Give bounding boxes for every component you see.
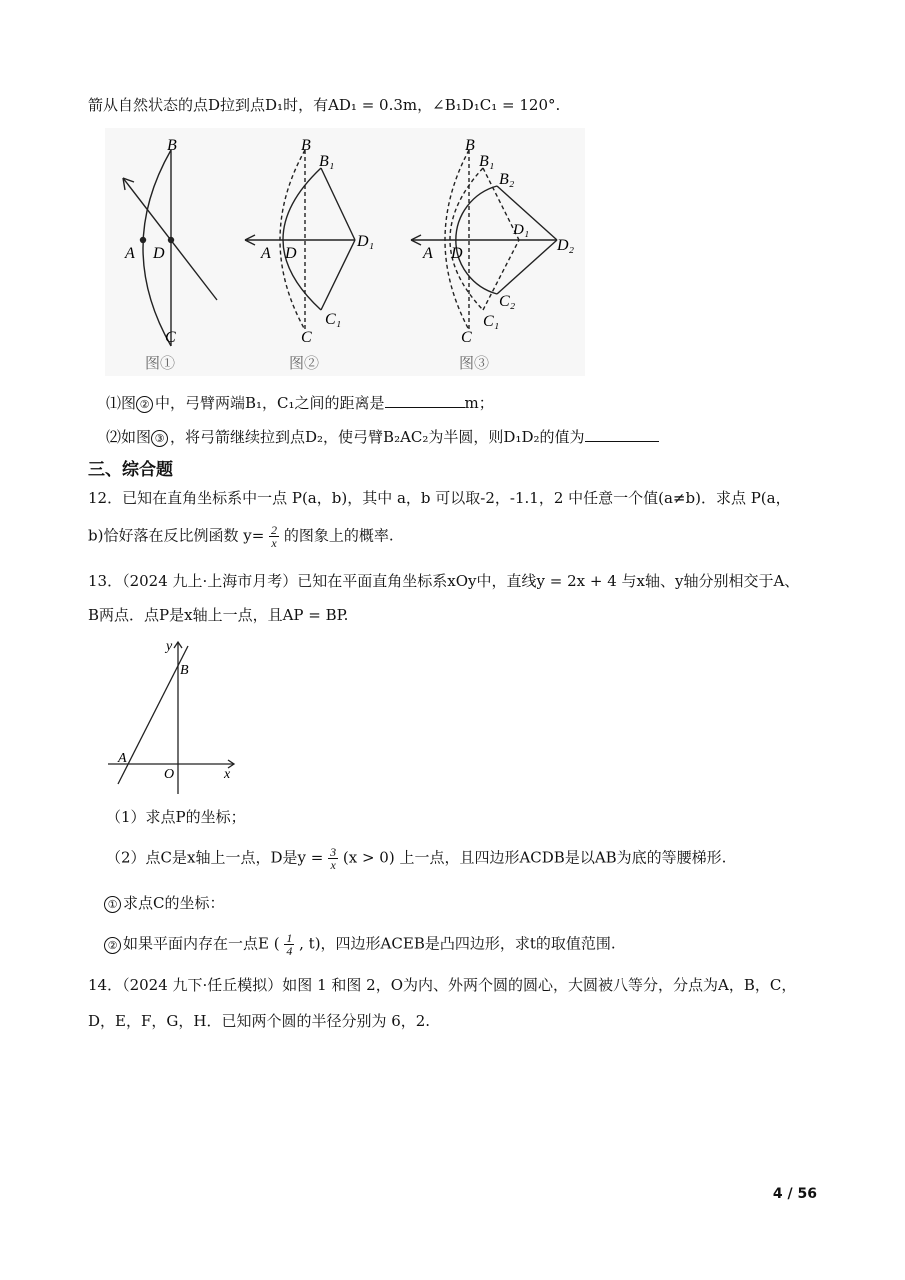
q13-part1: （1）求点P的坐标； — [106, 808, 246, 826]
bow-figures — [105, 128, 585, 376]
fig3-label-D1: D₁ — [513, 222, 530, 238]
q12-line1: 12．已知在直角坐标系中一点 P(a，b)，其中 a，b 可以取-2，-1.1，2 中任意一个值(a≠b)．求点 P(a， — [88, 489, 791, 507]
graph-label-O: O — [164, 767, 175, 782]
q14-line2: D，E，F，G，H．已知两个圆的半径分别为 6，2. — [88, 1012, 431, 1030]
q11-part1-text: 中，弓臂两端B₁，C₁之间的距离是 — [155, 394, 385, 412]
graph-label-B: B — [180, 663, 189, 678]
circled-number: ② — [136, 396, 153, 413]
fig1-label-A: A — [125, 245, 135, 262]
fig3-label-A: A — [423, 245, 433, 262]
answer-blank[interactable] — [385, 393, 465, 408]
fig2-label-B1: B₁ — [319, 153, 335, 170]
fig1-label-C: C — [165, 329, 176, 346]
circled-number: ③ — [151, 430, 168, 447]
q11-part1-unit: m； — [464, 394, 494, 412]
q13-line1: 13．（2024 九上·上海市月考）已知在平面直角坐标系xOy中，直线y = 2x + 4 与x轴、y轴分别相交于A、 — [88, 572, 800, 590]
fig3-label-B1: B₁ — [479, 153, 495, 170]
fig3-label-D: D — [451, 245, 463, 262]
graph-label-y: y — [166, 639, 173, 654]
fig3-label-B: B — [465, 137, 475, 154]
q13-sub2-prefix: 如果平面内存在一点E ( — [123, 934, 280, 953]
fraction — [284, 932, 294, 957]
q13-graph — [104, 634, 244, 796]
q13-line2: B两点．点P是x轴上一点，且AP = BP. — [88, 606, 349, 624]
q13-sub1 — [104, 892, 224, 913]
q11-part2-prefix: ⑵如图 — [106, 428, 152, 446]
fraction — [328, 846, 338, 871]
fig2-label-A: A — [261, 245, 271, 262]
section-title: 三、综合题 — [88, 460, 173, 480]
fig3-caption: 图③ — [459, 356, 490, 372]
fraction — [269, 524, 279, 549]
q13-part2-prefix: （2）点C是x轴上一点，D是y = — [106, 848, 324, 867]
fig2-label-C: C — [301, 329, 312, 346]
fig2-caption: 图② — [289, 356, 320, 372]
q13-part2 — [106, 846, 726, 871]
fig1-label-B: B — [167, 137, 177, 154]
fraction-numerator: 2 — [271, 523, 278, 537]
circled-number: ① — [104, 896, 121, 913]
fraction-numerator: 1 — [286, 931, 293, 945]
circled-number: ② — [104, 937, 121, 954]
fig2-label-D1: D₁ — [357, 233, 375, 250]
q13-sub1-text: 求点C的坐标： — [123, 894, 225, 912]
q13-part2-suffix: (x > 0) 上一点，且四边形ACDB是以AB为底的等腰梯形. — [342, 848, 727, 867]
graph-label-A: A — [118, 751, 127, 766]
fig1-label-D: D — [153, 245, 165, 262]
q14-line1: 14．（2024 九下·任丘模拟）如图 1 和图 2，O为内、外两个圆的圆心，大圆被八等分，分点为A，B，C， — [88, 976, 797, 994]
q11-part2 — [106, 426, 659, 447]
fig3-label-C2: C₂ — [499, 293, 516, 310]
q12-line2 — [88, 524, 394, 549]
q12-line2-suffix: 的图象上的概率. — [283, 526, 394, 545]
intro-line: 箭从自然状态的点D拉到点D₁时，有AD₁ = 0.3m，∠B₁D₁C₁ = 120°. — [88, 96, 561, 114]
fig2-label-B: B — [301, 137, 311, 154]
fig3-label-D2: D₂ — [557, 237, 575, 254]
fraction-denominator: 4 — [286, 944, 293, 958]
q13-sub2-suffix: , t)，四边形ACEB是凸四边形，求t的取值范围. — [299, 934, 616, 953]
fig3-label-B2: B₂ — [499, 171, 515, 188]
fig2-label-C1: C₁ — [325, 311, 342, 328]
q11-part1 — [106, 392, 494, 413]
page-number: 4 / 56 — [772, 1186, 817, 1202]
graph-label-x: x — [224, 767, 231, 782]
q11-part1-prefix: ⑴图 — [106, 394, 137, 412]
answer-blank[interactable] — [585, 427, 659, 442]
q11-part2-text: ，将弓箭继续拉到点D₂，使弓臂B₂AC₂为半圆，则D₁D₂的值为 — [170, 428, 585, 446]
fraction-denominator: x — [271, 536, 277, 550]
q13-sub2 — [104, 932, 616, 957]
fraction-denominator: x — [330, 858, 336, 872]
fig2-label-D: D — [285, 245, 297, 262]
fig1-caption: 图① — [145, 356, 176, 372]
fig3-label-C1: C₁ — [483, 313, 500, 330]
fig3-label-C: C — [461, 329, 472, 346]
q12-line2-prefix: b)恰好落在反比例函数 y= — [88, 526, 265, 545]
fraction-numerator: 3 — [330, 845, 337, 859]
